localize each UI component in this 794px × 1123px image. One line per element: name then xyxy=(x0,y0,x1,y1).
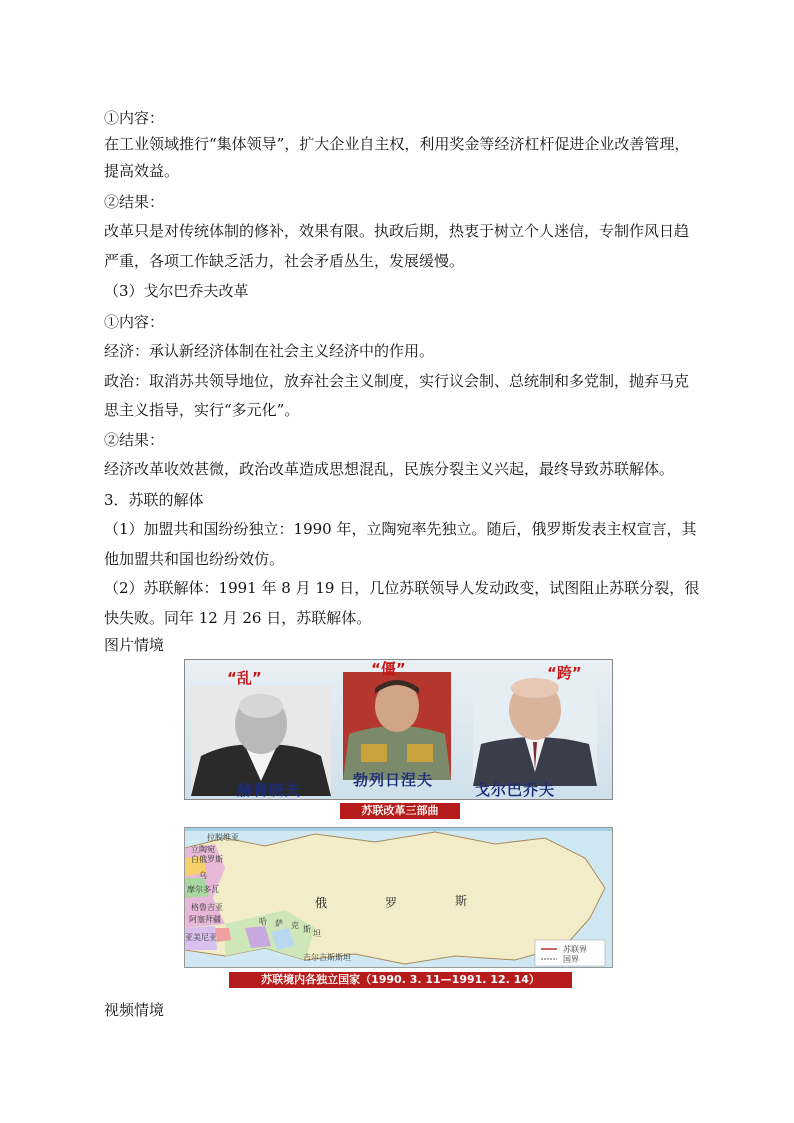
content-heading-2: ①内容： xyxy=(104,313,165,331)
result-heading-2: ②结果： xyxy=(104,431,165,449)
gorbachev-portrait xyxy=(473,672,597,786)
map-label-kazakhstan: 萨 xyxy=(275,919,283,928)
legend-ussr-border: 苏联界 xyxy=(563,945,587,954)
name-brezhnev: 勃列日涅夫 xyxy=(353,771,434,789)
paragraph-line: 思主义指导，实行“多元化”。 xyxy=(104,401,300,419)
map-label-kazakhstan: 哈 xyxy=(259,917,267,926)
paragraph-line: （1）加盟共和国纷纷独立：1990 年，立陶宛率先独立。随后，俄罗斯发表主权宣言，其 xyxy=(104,520,697,538)
paragraph-line: 政治：取消苏共领导地位，放弃社会主义制度，实行议会制、总统制和多党制，抛弃马克 xyxy=(104,372,690,390)
map-label-kyrgyzstan: 吉尔吉斯斯坦 xyxy=(303,953,351,962)
section-heading-gorbachev: （3）戈尔巴乔夫改革 xyxy=(104,282,249,300)
map-label-russia: 斯 xyxy=(455,894,468,908)
paragraph-line: 快失败。同年 12 月 26 日，苏联解体。 xyxy=(104,609,372,627)
map-label: 立陶宛 xyxy=(191,845,215,854)
map-label: 拉脱维亚 xyxy=(207,833,239,842)
paragraph-line: 提高效益。 xyxy=(104,162,180,180)
map-label: 亚美尼亚 xyxy=(185,933,217,942)
paragraph-line: 经济：承认新经济体制在社会主义经济中的作用。 xyxy=(104,342,435,360)
map-caption: 苏联境内各独立国家（1990. 3. 11—1991. 12. 14） xyxy=(229,972,572,988)
quote-luan: “乱” xyxy=(227,669,262,687)
map-label: 格鲁吉亚 xyxy=(191,903,223,912)
map-label-kazakhstan: 坦 xyxy=(313,929,321,938)
name-khrushchev: 赫鲁晓夫 xyxy=(237,781,302,799)
map-label-russia: 俄 xyxy=(315,896,328,910)
paragraph-line: （2）苏联解体：1991 年 8 月 19 日，几位苏联领导人发动政变，试图阻止苏联分裂，很 xyxy=(104,579,700,597)
map-label: 阿塞拜疆 xyxy=(189,915,221,924)
map-label-russia: 罗 xyxy=(385,896,398,910)
paragraph-line: 经济改革收效甚微，政治改革造成思想混乱，民族分裂主义兴起，最终导致苏联解体。 xyxy=(104,460,675,478)
ussr-map-figure xyxy=(184,827,613,968)
leaders-figure xyxy=(184,659,613,800)
map-graphic xyxy=(185,828,613,968)
result-heading-1: ②结果： xyxy=(104,193,165,211)
section-heading-dissolution: 3．苏联的解体 xyxy=(104,491,204,509)
video-context-label: 视频情境 xyxy=(104,1001,165,1019)
map-label: 乌 xyxy=(199,871,207,880)
paragraph-line: 严重，各项工作缺乏活力，社会矛盾丛生，发展缓慢。 xyxy=(104,252,465,270)
legend-national-border: 国界 xyxy=(563,955,579,964)
map-label: 白俄罗斯 xyxy=(191,855,223,864)
brezhnev-portrait xyxy=(343,672,451,780)
quote-kua: “跨” xyxy=(547,664,582,682)
map-label-kazakhstan: 斯 xyxy=(303,925,311,934)
content-heading-1: ①内容： xyxy=(104,109,165,127)
quote-jiang: “僵” xyxy=(371,660,406,678)
name-gorbachev: 戈尔巴乔夫 xyxy=(475,781,556,799)
map-label-kazakhstan: 克 xyxy=(291,921,299,930)
paragraph-line: 在工业领域推行“集体领导”，扩大企业自主权，利用奖金等经济杠杆促进企业改善管理， xyxy=(104,135,690,153)
paragraph-line: 改革只是对传统体制的修补，效果有限。执政后期，热衷于树立个人迷信，专制作风日趋 xyxy=(104,222,690,240)
map-label: 摩尔多瓦 xyxy=(187,885,219,894)
leaders-caption: 苏联改革三部曲 xyxy=(340,803,460,819)
picture-context-label: 图片情境 xyxy=(104,636,165,654)
paragraph-line: 他加盟共和国也纷纷效仿。 xyxy=(104,550,285,568)
